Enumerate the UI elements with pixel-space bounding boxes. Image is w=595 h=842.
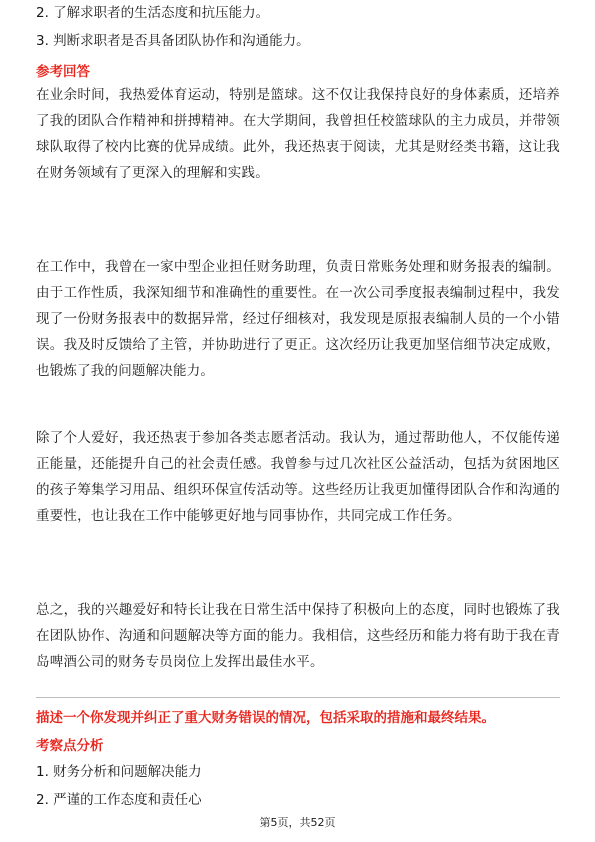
- answer-paragraph-4: 总之，我的兴趣爱好和特长让我在日常生活中保持了积极向上的态度，同时也锻炼了我在团队协作、沟通和问题解决等方面的能力。我相信，这些经历和能力将有助于我在青岛啤酒公司的财务专员岗位上发挥出最佳水平。: [36, 602, 560, 670]
- analysis-point-2: 2. 严谨的工作态度和责任心: [36, 792, 202, 808]
- section-divider: [36, 697, 560, 698]
- point-2: 2. 了解求职者的生活态度和抗压能力。: [36, 5, 270, 21]
- answer-paragraph-3: 除了个人爱好，我还热衷于参加各类志愿者活动。我认为，通过帮助他人，不仅能传递正能量，还能提升自己的社会责任感。我曾参与过几次社区公益活动，包括为贫困地区的孩子筹集学习用品、组织环保宣传活动等。这些经历让我更加懂得团队合作和沟通的重要性，也让我在工作中能够更好地与同事协作，共同完成工作任务。: [36, 430, 560, 524]
- page-number: 第5页，共52页: [259, 816, 336, 829]
- answer-paragraph-2: 在工作中，我曾在一家中型企业担任财务助理，负责日常账务处理和财务报表的编制。由于工作性质，我深知细节和准确性的重要性。在一次公司季度报表编制过程中，我发现了一份财务报表中的数据异常，经过仔细核对，我发现是原报表编制人员的一个小错误。我及时反馈给了主管，并协助进行了更正。这次经历让我更加坚信细节决定成败，也锻炼了我的问题解决能力。: [36, 259, 560, 379]
- analysis-point-1: 1. 财务分析和问题解决能力: [36, 764, 202, 780]
- answer-heading: 参考回答: [36, 64, 90, 80]
- next-question: 描述一个你发现并纠正了重大财务错误的情况，包括采取的措施和最终结果。: [36, 710, 495, 726]
- answer-paragraph-1: 在业余时间，我热爱体育运动，特别是篮球。这不仅让我保持良好的身体素质，还培养了我的团队合作精神和拼搏精神。在大学期间，我曾担任校篮球队的主力成员，并带领球队取得了校内比赛的优异成绩。此外，我还热衷于阅读，尤其是财经类书籍，这让我在财务领域有了更深入的理解和实践。: [36, 87, 560, 181]
- point-3: 3. 判断求职者是否具备团队协作和沟通能力。: [36, 33, 310, 49]
- analysis-heading: 考察点分析: [36, 738, 104, 754]
